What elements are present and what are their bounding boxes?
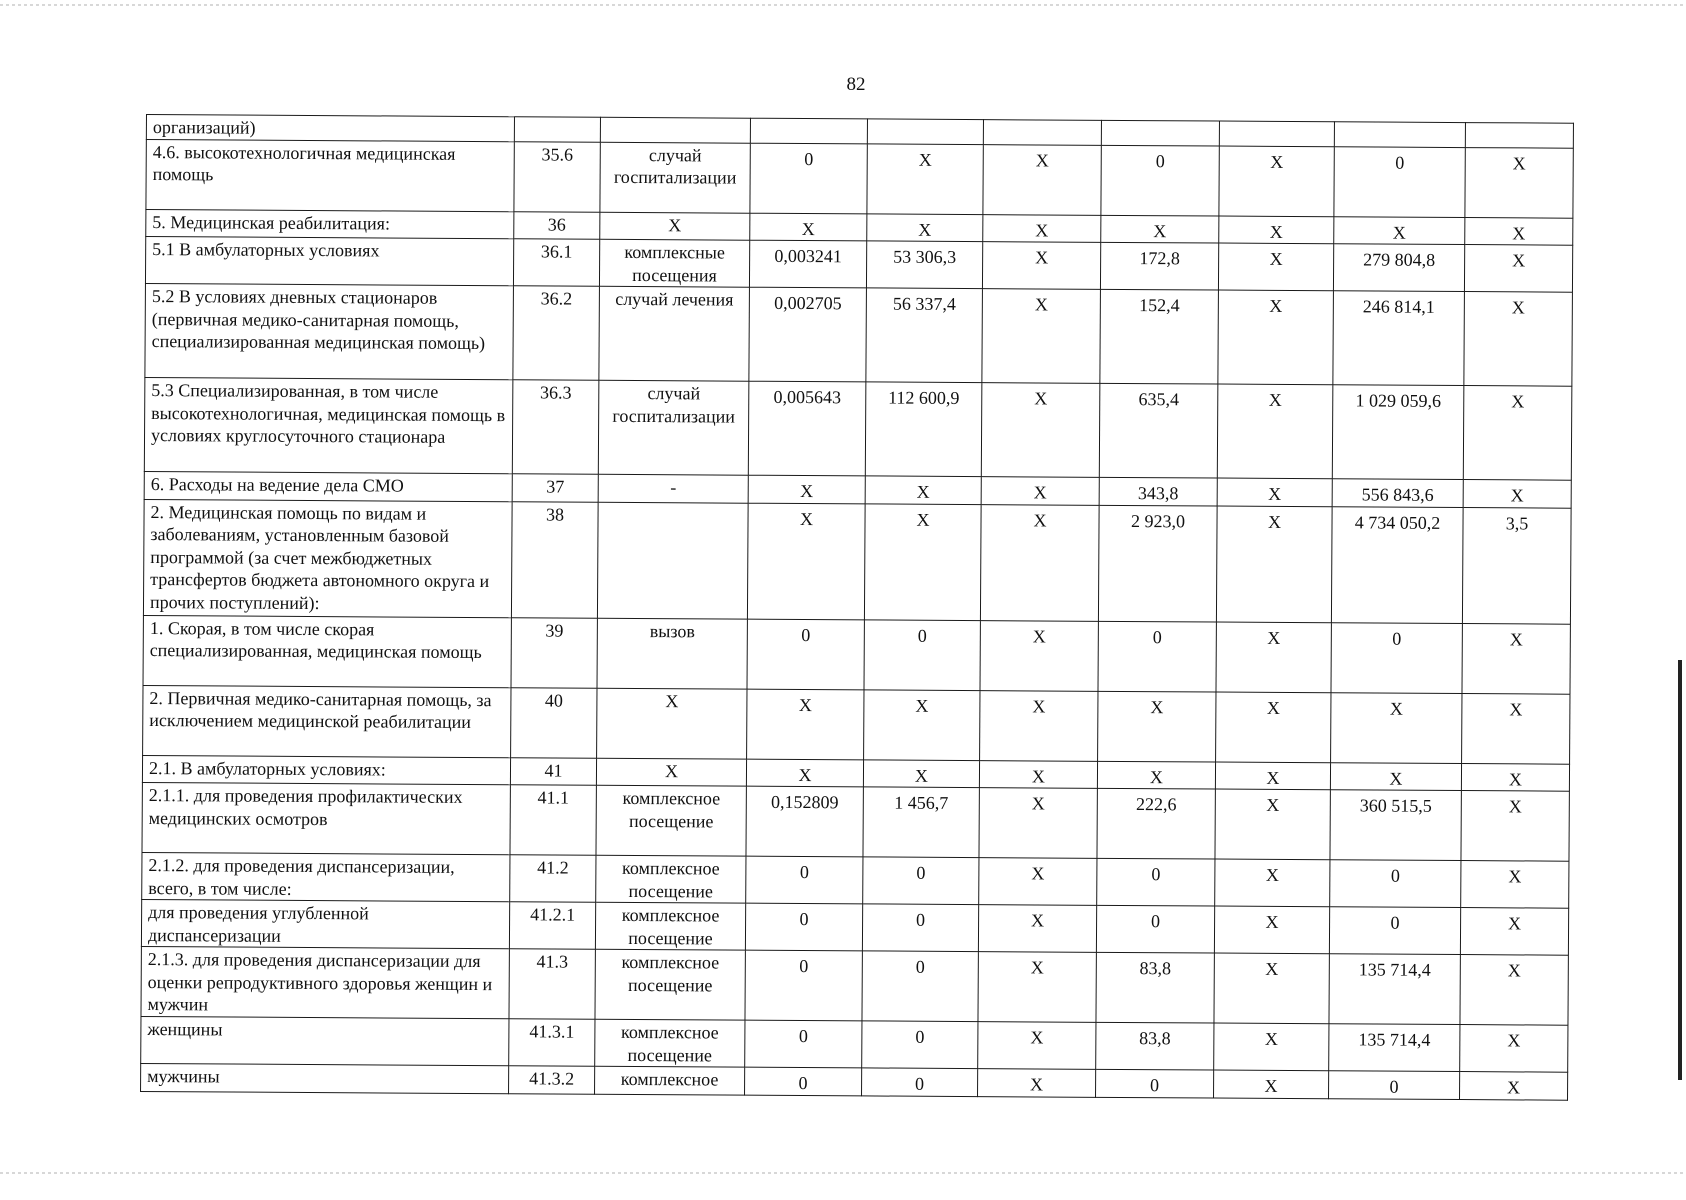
cell-c1: 0 — [745, 1020, 862, 1068]
cell-c5: Х — [1217, 384, 1333, 479]
cell-c5: Х — [1214, 906, 1329, 954]
row-code: 41 — [510, 757, 596, 785]
cell-c6: 135 714,4 — [1329, 954, 1460, 1025]
row-unit: комплексное — [595, 1066, 745, 1094]
row-unit: комплексное посещение — [596, 785, 746, 856]
cell-c1: Х — [746, 759, 863, 787]
row-code: 41.3.2 — [509, 1066, 595, 1094]
cell-c7: Х — [1463, 386, 1572, 481]
row-code: 41.3 — [509, 949, 595, 1020]
cell-c1: Х — [748, 475, 865, 503]
cell-c6: 0 — [1331, 622, 1462, 693]
cell-c2: 0 — [862, 1068, 978, 1096]
cell-c6: Х — [1331, 692, 1462, 763]
cell-c2: Х — [867, 143, 983, 214]
cell-c4: 0 — [1096, 1069, 1214, 1097]
scan-artifact-top — [0, 4, 1686, 6]
cell-c7: Х — [1460, 955, 1568, 1026]
cell-c2: 0 — [863, 857, 979, 905]
cell-c2: 1 456,7 — [863, 787, 979, 858]
cell-c2: 53 306,3 — [866, 241, 982, 289]
cell-c4: 0 — [1101, 145, 1219, 216]
row-unit: вызов — [597, 618, 747, 689]
cell-c6: 0 — [1329, 1071, 1460, 1099]
cell-c7: Х — [1465, 217, 1573, 245]
cell-c4: 152,4 — [1100, 289, 1219, 384]
cell-c5: Х — [1214, 1023, 1329, 1071]
row-unit: случай лечения — [599, 286, 750, 381]
row-code: 36.3 — [512, 380, 599, 475]
row-label: 5. Медицинская реабилитация: — [146, 209, 514, 239]
cell-c1: Х — [750, 213, 867, 241]
row-label: 6. Расходы на ведение дела СМО — [144, 471, 512, 501]
row-code: 36.2 — [513, 286, 600, 381]
table-row — [142, 782, 1569, 861]
cell-c4: 2 923,0 — [1098, 505, 1217, 622]
cell-c2: Х — [865, 476, 981, 504]
cell-c4: 343,8 — [1099, 477, 1217, 505]
table-row — [141, 946, 1568, 1025]
row-label: женщины — [141, 1016, 509, 1065]
row-unit: случай госпитализации — [600, 142, 750, 213]
row-label: для проведения углубленной диспансеризации — [141, 899, 509, 948]
cell-c3: Х — [978, 952, 1096, 1023]
row-label: 2.1.2. для проведения диспансеризации, всего, в том числе: — [142, 852, 510, 901]
cell-c1 — [750, 118, 867, 143]
row-code: 36 — [514, 211, 600, 239]
row-code: 40 — [511, 687, 597, 758]
row-unit: комплексные посещения — [599, 239, 749, 287]
cell-c7: Х — [1465, 147, 1573, 218]
document-sheet — [140, 114, 1574, 1100]
cell-c1: 0 — [750, 143, 867, 214]
cell-c4: 222,6 — [1097, 788, 1215, 859]
cell-c2 — [867, 119, 983, 144]
cell-c5 — [1219, 121, 1334, 146]
row-code: 35.6 — [514, 141, 600, 212]
cell-c2: Х — [867, 213, 983, 241]
cell-c6: 1 029 059,6 — [1332, 385, 1464, 480]
cell-c5: Х — [1214, 953, 1329, 1024]
row-label: 4.6. высокотехнологичная медицинская помощь — [146, 139, 514, 211]
row-label: организаций) — [146, 115, 514, 142]
row-unit: Х — [596, 758, 746, 786]
row-label: 2.1.1. для проведения профилактических медицинских осмотров — [142, 782, 510, 854]
table-row — [143, 685, 1570, 764]
cell-c1: 0 — [746, 856, 863, 904]
cell-c3: Х — [982, 242, 1100, 290]
row-code: 38 — [511, 501, 598, 618]
row-code: 41.2.1 — [509, 902, 595, 950]
cell-c2: 0 — [862, 951, 978, 1022]
cell-c7 — [1465, 123, 1573, 148]
cell-c1: 0 — [745, 903, 862, 951]
row-label: 1. Скорая, в том числе скорая специализированная, медицинская помощь — [143, 615, 511, 687]
table-row — [144, 377, 1572, 480]
cell-c5: Х — [1218, 243, 1333, 291]
cell-c2: Х — [864, 503, 981, 620]
cell-c6: 135 714,4 — [1329, 1024, 1460, 1072]
cell-c7: Х — [1460, 908, 1568, 956]
cell-c4: 0 — [1097, 858, 1215, 906]
cell-c3: Х — [978, 905, 1096, 953]
row-unit: комплексное посещение — [595, 902, 745, 950]
row-unit: - — [598, 474, 748, 502]
cell-c7: Х — [1461, 791, 1569, 862]
cell-c3: Х — [978, 1022, 1096, 1070]
cell-c7: Х — [1461, 861, 1569, 909]
cell-c6: 0 — [1329, 907, 1460, 955]
table-row — [146, 139, 1573, 218]
cell-c7: Х — [1464, 245, 1572, 293]
cell-c5: Х — [1218, 290, 1334, 385]
cell-c2: 0 — [862, 1021, 978, 1069]
cell-c6: Х — [1334, 216, 1465, 244]
cell-c4: 172,8 — [1100, 242, 1218, 290]
row-unit — [600, 117, 750, 142]
row-label: 2.1. В амбулаторных условиях: — [142, 755, 510, 785]
cell-c1: 0 — [747, 619, 864, 690]
row-code: 41.3.1 — [509, 1019, 595, 1067]
cell-c6: 4 734 050,2 — [1331, 506, 1463, 623]
cell-c6 — [1334, 122, 1465, 147]
row-label: 2. Первичная медико-санитарная помощь, за исключением медицинской реабилитации — [143, 685, 511, 757]
table-row — [143, 615, 1570, 694]
cell-c3: Х — [979, 760, 1097, 788]
cell-c5: Х — [1216, 692, 1331, 763]
cell-c6: 556 843,6 — [1332, 479, 1463, 507]
cell-c2: 0 — [864, 619, 980, 690]
cell-c6: 0 — [1334, 146, 1465, 217]
row-unit: комплексное посещение — [595, 949, 745, 1020]
cell-c4: 0 — [1098, 621, 1216, 692]
cell-c3: Х — [981, 477, 1099, 505]
row-label: мужчины — [141, 1063, 509, 1093]
cell-c3: Х — [983, 214, 1101, 242]
row-code: 41.1 — [510, 785, 596, 856]
cell-c5: Х — [1216, 622, 1331, 693]
table-row — [145, 283, 1573, 386]
row-label: 5.3 Специализированная, в том числе высокотехнологичная, медицинская помощь в условиях круглосуточного стационара — [144, 377, 513, 473]
cell-c3: Х — [981, 383, 1100, 478]
cell-c3: Х — [980, 504, 1099, 621]
cell-c7: Х — [1463, 480, 1571, 508]
cell-c5: Х — [1219, 146, 1334, 217]
row-code — [514, 117, 600, 142]
row-unit: Х — [597, 688, 747, 759]
cell-c3 — [983, 120, 1101, 145]
cell-c3: Х — [980, 620, 1098, 691]
cell-c4: 83,8 — [1096, 952, 1214, 1023]
cell-c4: Х — [1101, 215, 1219, 243]
cell-c5: Х — [1215, 789, 1330, 860]
row-label: 5.2 В условиях дневных стационаров (первичная медико-санитарная помощь, специализированная медицинская помощь) — [145, 283, 514, 379]
cell-c7: Х — [1462, 693, 1570, 764]
scan-artifact-bottom — [0, 1172, 1686, 1174]
cell-c2: 112 600,9 — [865, 382, 982, 477]
cell-c7: Х — [1462, 623, 1570, 694]
cell-c2: Х — [864, 689, 980, 760]
row-unit: случай госпитализации — [598, 380, 749, 475]
row-unit: Х — [600, 212, 750, 240]
cell-c2: Х — [863, 759, 979, 787]
cell-c2: 56 337,4 — [866, 288, 983, 383]
cell-c3: Х — [980, 690, 1098, 761]
cell-c7: 3,5 — [1462, 507, 1571, 624]
cell-c5: Х — [1215, 762, 1330, 790]
row-label: 2. Медицинская помощь по видам и заболеваниям, установленным базовой программой (за счет межбюджетных трансфертов бюджета автономного округа и прочих поступлений): — [143, 499, 512, 617]
cell-c6: 279 804,8 — [1333, 244, 1464, 292]
cell-c1: 0 — [745, 950, 862, 1021]
cell-c5: Х — [1214, 1070, 1329, 1098]
cell-c2: 0 — [862, 904, 978, 952]
row-code: 41.2 — [510, 855, 596, 903]
cell-c3: Х — [983, 144, 1101, 215]
cell-c3: Х — [979, 858, 1097, 906]
cell-c1: Х — [747, 689, 864, 760]
cell-c7: Х — [1461, 763, 1569, 791]
cell-c1: Х — [747, 503, 865, 620]
cell-c4: Х — [1098, 691, 1216, 762]
cell-c1: 0 — [745, 1067, 862, 1095]
cell-c7: Х — [1464, 292, 1573, 387]
cell-c5: Х — [1217, 478, 1332, 506]
cell-c1: 0,152809 — [746, 786, 863, 857]
row-code: 39 — [511, 617, 597, 688]
cell-c7: Х — [1460, 1072, 1568, 1100]
row-unit — [597, 502, 748, 619]
cell-c6: Х — [1330, 762, 1461, 790]
cell-c1: 0,003241 — [749, 240, 866, 288]
row-code: 37 — [512, 474, 598, 502]
data-table — [140, 114, 1574, 1100]
cell-c3: Х — [978, 1069, 1096, 1097]
cell-c5: Х — [1215, 859, 1330, 907]
scan-edge-shadow — [1678, 660, 1682, 1080]
table-row — [143, 499, 1571, 624]
cell-c4: 0 — [1096, 905, 1214, 953]
page-number: 82 — [846, 74, 866, 95]
row-label: 5.1 В амбулаторных условиях — [145, 237, 513, 286]
cell-c4: Х — [1097, 761, 1215, 789]
cell-c3: Х — [982, 289, 1101, 384]
cell-c4: 83,8 — [1096, 1022, 1214, 1070]
cell-c5: Х — [1216, 506, 1332, 623]
cell-c6: 246 814,1 — [1333, 291, 1465, 386]
row-unit: комплексное посещение — [595, 1019, 745, 1067]
row-label: 2.1.3. для проведения диспансеризации для оценки репродуктивного здоровья женщин и мужчин — [141, 946, 509, 1018]
row-code: 36.1 — [513, 239, 599, 287]
cell-c1: 0,002705 — [749, 287, 867, 382]
cell-c6: 0 — [1330, 860, 1461, 908]
cell-c1: 0,005643 — [748, 381, 866, 476]
cell-c3: Х — [979, 788, 1097, 859]
cell-c4: 635,4 — [1099, 383, 1218, 478]
cell-c6: 360 515,5 — [1330, 790, 1461, 861]
row-unit: комплексное посещение — [596, 855, 746, 903]
cell-c5: Х — [1219, 216, 1334, 244]
cell-c7: Х — [1460, 1025, 1568, 1073]
cell-c4 — [1101, 120, 1219, 145]
